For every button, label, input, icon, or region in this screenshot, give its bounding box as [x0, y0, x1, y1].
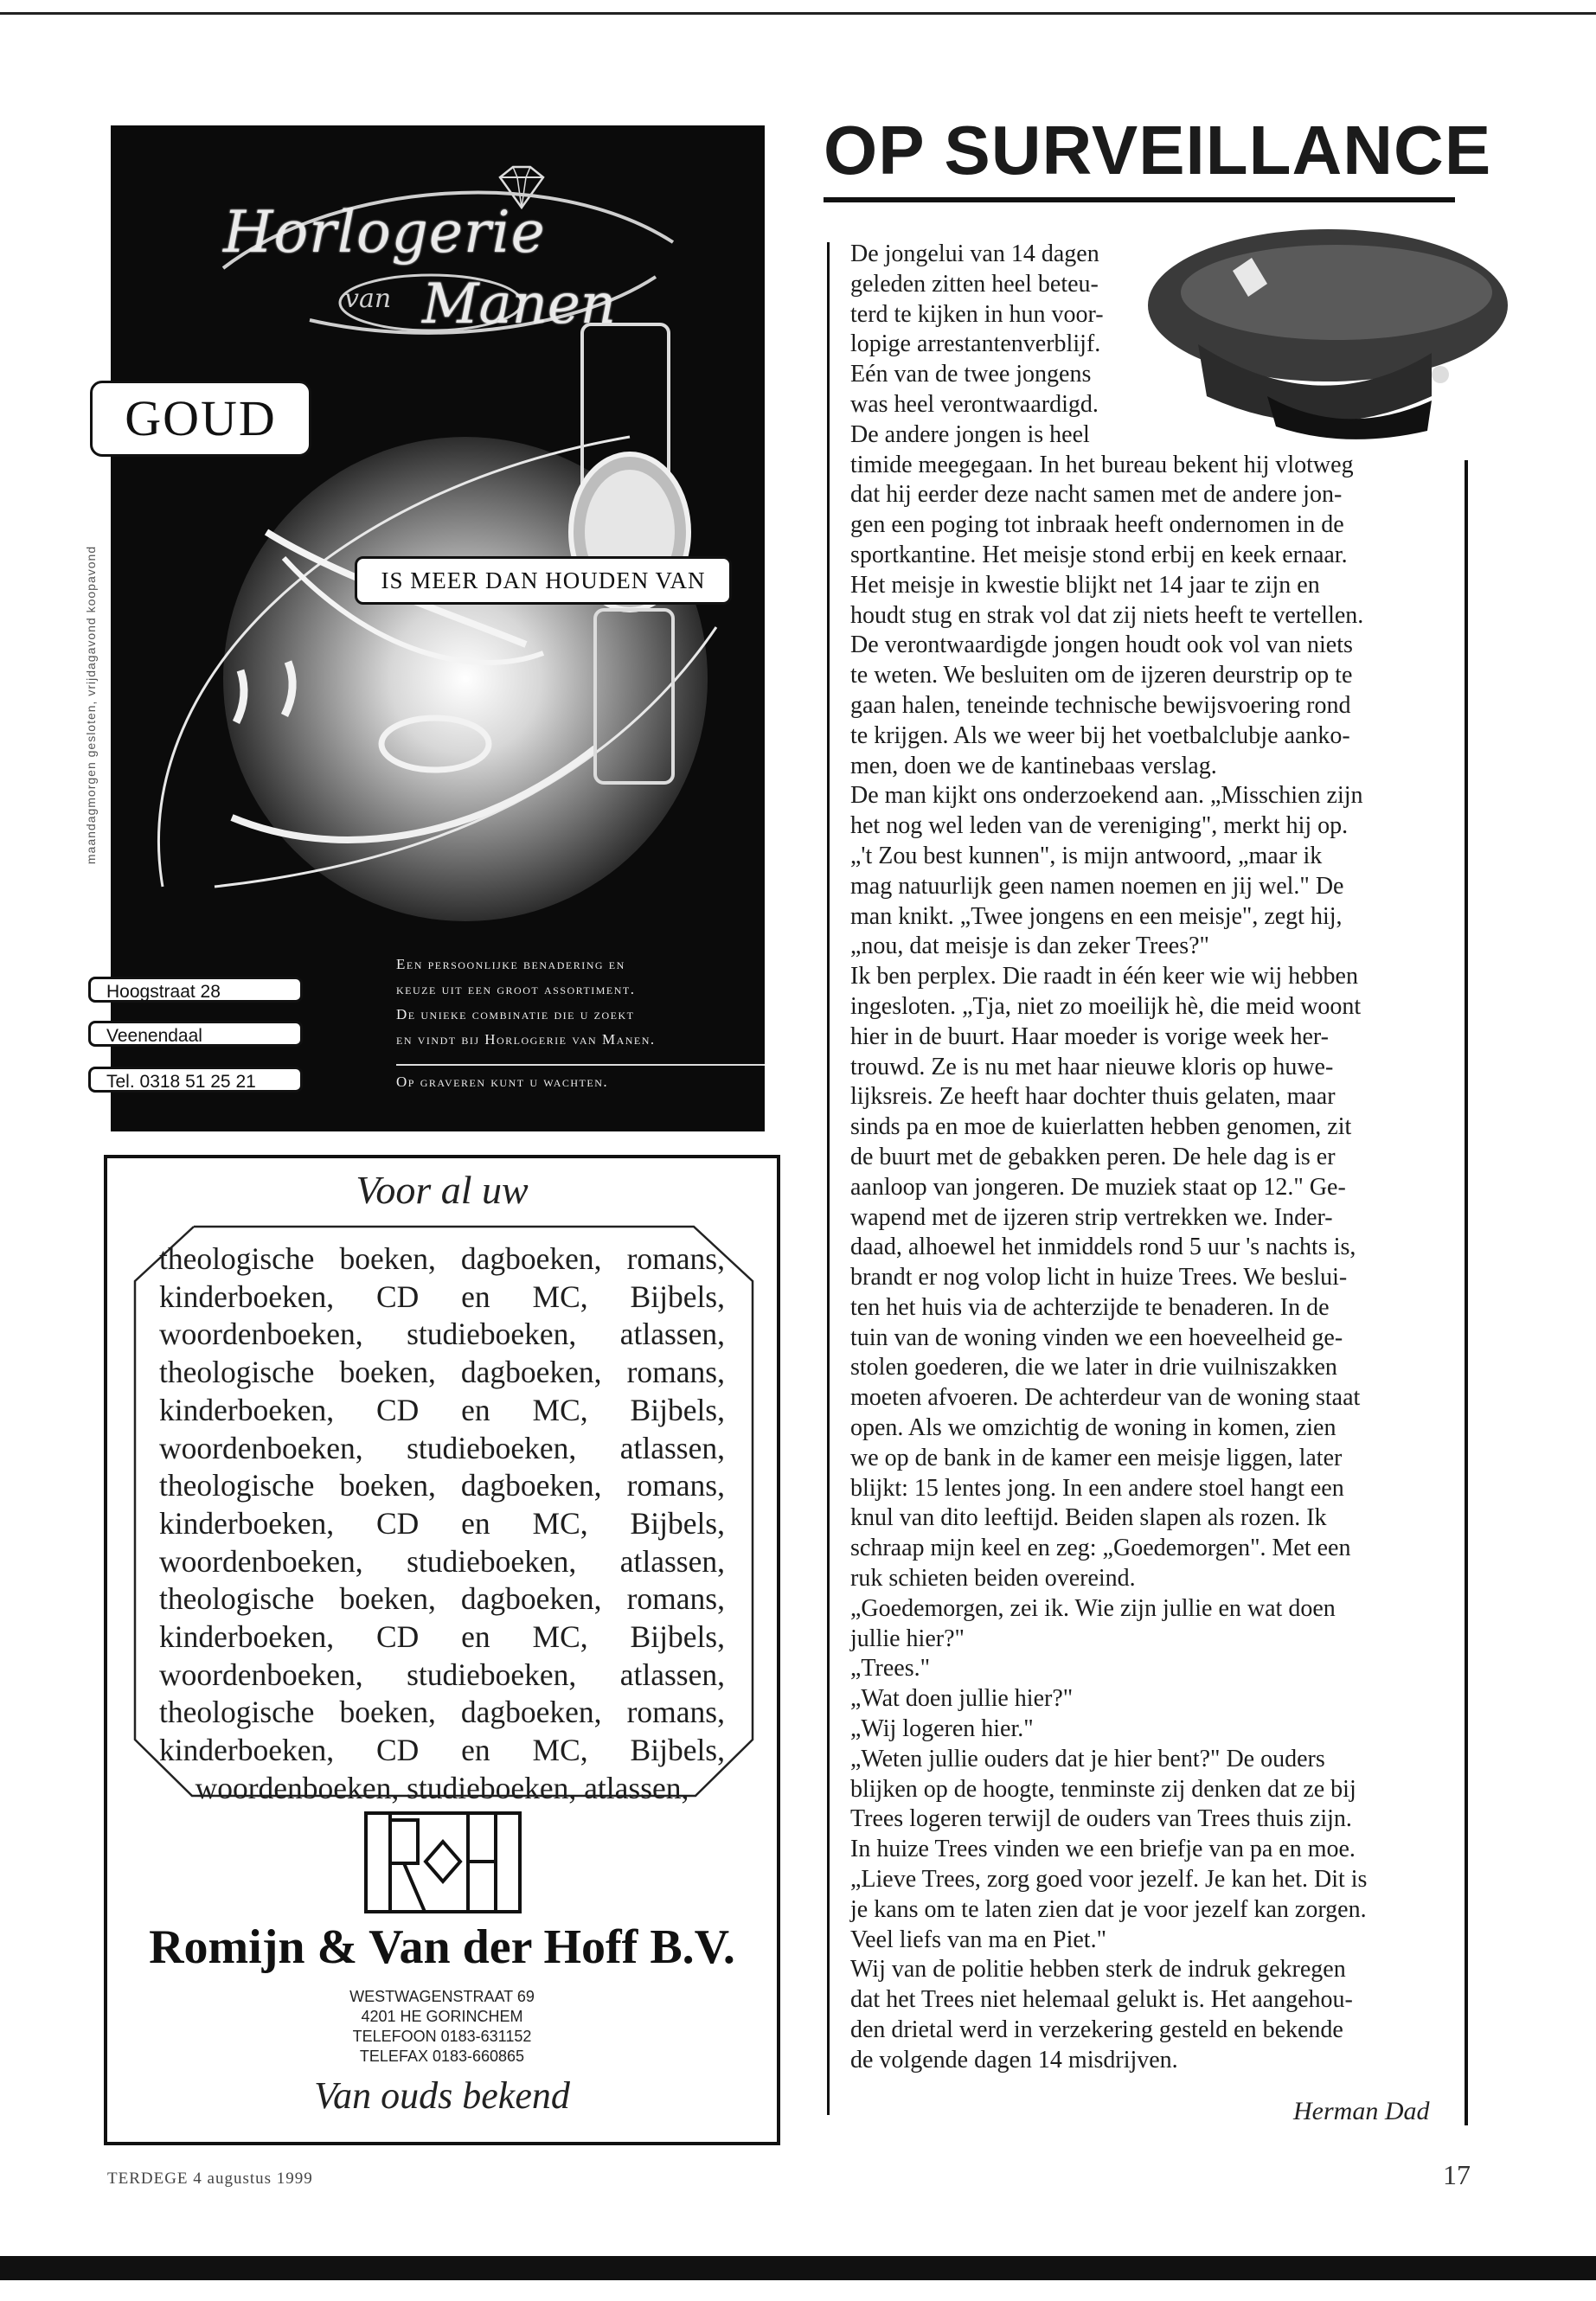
article-line: gen een poging tot inbraak heeft ondernomen in de	[850, 511, 1344, 539]
article-line: „Weten jullie ouders dat je hier bent?" De ouders	[850, 1745, 1325, 1772]
goud-headline: GOUD	[90, 381, 311, 457]
article-line: knul van dito leeftijd. Beiden slapen als rozen. Ik	[850, 1504, 1327, 1532]
article-line: jullie hier?"	[850, 1625, 965, 1652]
article-line: sinds pa en moe de kuierlatten hebben genomen, zit	[850, 1113, 1352, 1141]
article-line: stolen goederen, die we later in drie vuilniszakken	[850, 1354, 1337, 1381]
article-line: „Wij logeren hier."	[850, 1715, 1034, 1743]
article-body	[850, 240, 1456, 2076]
brand-small: van	[344, 284, 392, 314]
article-line: De verontwaardigde jongen houdt ook vol van niets	[850, 631, 1353, 659]
contact-phone: TELEFOON 0183-631152	[352, 2028, 532, 2045]
jewelry-ad-body	[396, 952, 765, 1052]
brand-line-2: Manen	[422, 272, 616, 336]
article-line: ten het huis via de achterzijde te benaderen. In de	[850, 1293, 1330, 1321]
article-line: lopige arrestantenverblijf.	[850, 330, 1101, 358]
address-phone: Tel. 0318 51 25 21	[88, 1067, 303, 1093]
article-line: mag natuurlijk geen namen noemen en jij wel." De	[850, 872, 1344, 900]
watch-icon	[571, 324, 689, 783]
publication-footer: TERDEGE 4 augustus 1999	[107, 2170, 313, 2188]
contact-city: 4201 HE GORINCHEM	[361, 2008, 523, 2025]
article-line: wapend met de ijzeren strip vertrekken we. Inder-	[850, 1203, 1333, 1231]
opening-hours-text: maandagmorgen gesloten, vrijdagavond koopavond	[84, 545, 98, 865]
book-categories-text: theologische boeken, dagboeken, romans, kinderboeken, CD en MC, Bijbels, woordenboeken, studieboeken, atlassen, theologische boeken, dagboeken, romans, kinderboeken, CD en MC, Bijbels, woordenboeken, studieboeken, atlassen, theologische boeken, dagboeken, romans, kinderboeken, CD en MC, Bijbels, woordenboeken, studieboeken, atlassen, theologische boeken, dagboeken, romans, kinderboeken, CD en MC, Bijbels, woordenboeken, studieboeken, atlassen, theologische boeken, dagboeken, romans, kinderboeken, CD en MC, Bijbels, woordenboeken, studieboeken, atlassen,	[159, 1241, 725, 1805]
article-line: den drietal werd in verzekering gesteld en bekende	[850, 2016, 1343, 2044]
article-line: In huize Trees vinden we een briefje van pa en moe.	[850, 1836, 1356, 1863]
article-line: lijksreis. Ze heeft haar dochter thuis gelaten, maar	[850, 1083, 1336, 1111]
article-line: Trees logeren terwijl de ouders van Trees thuis zijn.	[850, 1805, 1352, 1833]
title-rule	[824, 197, 1455, 202]
article-line: trouwd. Ze is nu met haar nieuwe kloris op huwe-	[850, 1053, 1334, 1080]
article-line: daad, alhoewel het inmiddels rond 5 uur 's nachts is,	[850, 1234, 1356, 1261]
bookstore-advertisement	[104, 1155, 780, 2145]
opening-hours-note	[82, 519, 99, 891]
article-line: „Lieve Trees, zorg goed voor jezelf. Je kan het. Dit is	[850, 1866, 1368, 1894]
article-line: schraap mijn keel en zeg: „Goedemorgen". Met een	[850, 1535, 1351, 1562]
article-line: timide meegegaan. In het bureau bekent hij vlotweg	[850, 451, 1354, 478]
jewelry-ad-line-3: De unieke combinatie die u zoekt	[396, 1006, 635, 1022]
article-line: te weten. We besluiten om de ijzeren deurstrip op te	[850, 662, 1353, 689]
article-line: „'t Zou best kunnen", is mijn antwoord, „maar ik	[850, 842, 1323, 869]
article-line: hier in de buurt. Haar moeder is vorige week her-	[850, 1022, 1329, 1050]
article-line: ruk schieten beiden overeind.	[850, 1565, 1136, 1593]
article-line: we op de bank in de kamer een meisje liggen, later	[850, 1444, 1343, 1471]
jewelry-tagline: IS MEER DAN HOUDEN VAN	[355, 556, 732, 605]
jewelry-ad-closing: Op graveren kunt u wachten.	[396, 1074, 609, 1090]
article-line: man knikt. „Twee jongens en een meisje", zegt hij,	[850, 902, 1343, 930]
article-line: houdt stug en strak vol dat zij niets heeft te vertellen.	[850, 601, 1364, 629]
company-contact	[107, 1987, 777, 2067]
article-line: „nou, dat meisje is dan zeker Trees?"	[850, 933, 1209, 960]
jewelry-ad-line-4: en vindt bij Horlogerie van Manen.	[396, 1031, 656, 1048]
book-ad-heading: Voor al uw	[356, 1168, 529, 1212]
article-line: open. Als we omzichtig de woning in komen, zien	[850, 1414, 1336, 1442]
article-line: Veel liefs van ma en Piet."	[850, 1926, 1107, 1953]
article-line: dat het Trees niet helemaal gelukt is. Het aangehou-	[850, 1986, 1353, 2014]
article-line: Eén van de twee jongens	[850, 361, 1092, 388]
article-line: „Trees."	[850, 1655, 931, 1682]
contact-street: WESTWAGENSTRAAT 69	[349, 1988, 535, 2005]
article-line: „Wat doen jullie hier?"	[850, 1685, 1074, 1713]
article-author: Herman Dad	[1293, 2097, 1430, 2125]
article-line: geleden zitten heel beteu-	[850, 270, 1099, 298]
article-line: de volgende dagen 14 misdrijven.	[850, 2046, 1178, 2073]
article-line: tuin van de woning vinden we een hoeveelheid ge-	[850, 1324, 1343, 1351]
article-line: sportkantine. Het meisje stond erbij en keek ernaar.	[850, 541, 1348, 568]
contact-fax: TELEFAX 0183-660865	[359, 2048, 525, 2065]
company-slogan: Van ouds bekend	[314, 2074, 570, 2117]
article-line: brandt er nog volop licht in huize Trees. We beslui-	[850, 1264, 1348, 1292]
article-line: blijkt: 15 lentes jong. In een andere stoel hangt een	[850, 1474, 1344, 1502]
article-line: Wij van de politie hebben sterk de indruk gekregen	[850, 1956, 1346, 1984]
article-line: De man kijkt ons onderzoekend aan. „Misschien zijn	[850, 782, 1363, 810]
article-left-bar	[827, 242, 830, 2115]
article-line: aanloop van jongeren. De muziek staat op 12." Ge-	[850, 1173, 1346, 1201]
rh-logo-icon	[364, 1811, 522, 1913]
company-name: Romijn & Van der Hoff B.V.	[149, 1920, 735, 1974]
jewelry-ad-divider	[396, 1064, 765, 1066]
article-line: je kans om te laten zien dat je voor jezelf kan zorgen.	[850, 1895, 1367, 1923]
article-line: was heel verontwaardigd.	[850, 390, 1099, 418]
jewelry-ad-line-2: keuze uit een groot assortiment.	[396, 981, 636, 997]
address-street: Hoogstraat 28	[88, 977, 303, 1003]
bottom-scan-edge	[0, 2256, 1596, 2280]
article-line: Het meisje in kwestie blijkt net 14 jaar te zijn en	[850, 571, 1320, 599]
article-line: ingesloten. „Tja, niet zo moeilijk hè, die meid woont	[850, 992, 1362, 1020]
article-line: „Goedemorgen, zei ik. Wie zijn jullie en wat doen	[850, 1594, 1336, 1622]
article-line: men, doen we de kantinebaas verslag.	[850, 752, 1217, 779]
article-line: terd te kijken in hun voor-	[850, 300, 1104, 328]
jewelry-ad-line-1: Een persoonlijke benadering en	[396, 956, 625, 972]
article-line: De jongelui van 14 dagen	[850, 240, 1099, 267]
article-line: te krijgen. Als we weer bij het voetbalclubje aanko-	[850, 721, 1350, 749]
article-line: gaan halen, teneinde technische bewijsvoering rond	[850, 691, 1351, 719]
article-line: blijken op de hoogte, tenminste zij denken dat ze bij	[850, 1775, 1356, 1803]
article-line: De andere jongen is heel	[850, 420, 1090, 448]
article-title: OP SURVEILLANCE	[824, 112, 1492, 189]
address-city: Veenendaal	[88, 1021, 303, 1047]
article-right-bar	[1465, 460, 1468, 2125]
article-line: het nog wel leden van de vereniging", merkt hij op.	[850, 812, 1349, 840]
page-number: 17	[1443, 2159, 1471, 2190]
article-line: Ik ben perplex. Die raadt in één keer wie wij hebben	[850, 963, 1358, 990]
article-line: dat hij eerder deze nacht samen met de andere jon-	[850, 481, 1343, 509]
top-rule	[0, 12, 1596, 15]
brand-line-1: Horlogerie	[223, 199, 546, 266]
article-line: moeten afvoeren. De achterdeur van de woning staat	[850, 1384, 1361, 1412]
article-line: de buurt met de gebakken peren. De hele dag is er	[850, 1143, 1336, 1170]
